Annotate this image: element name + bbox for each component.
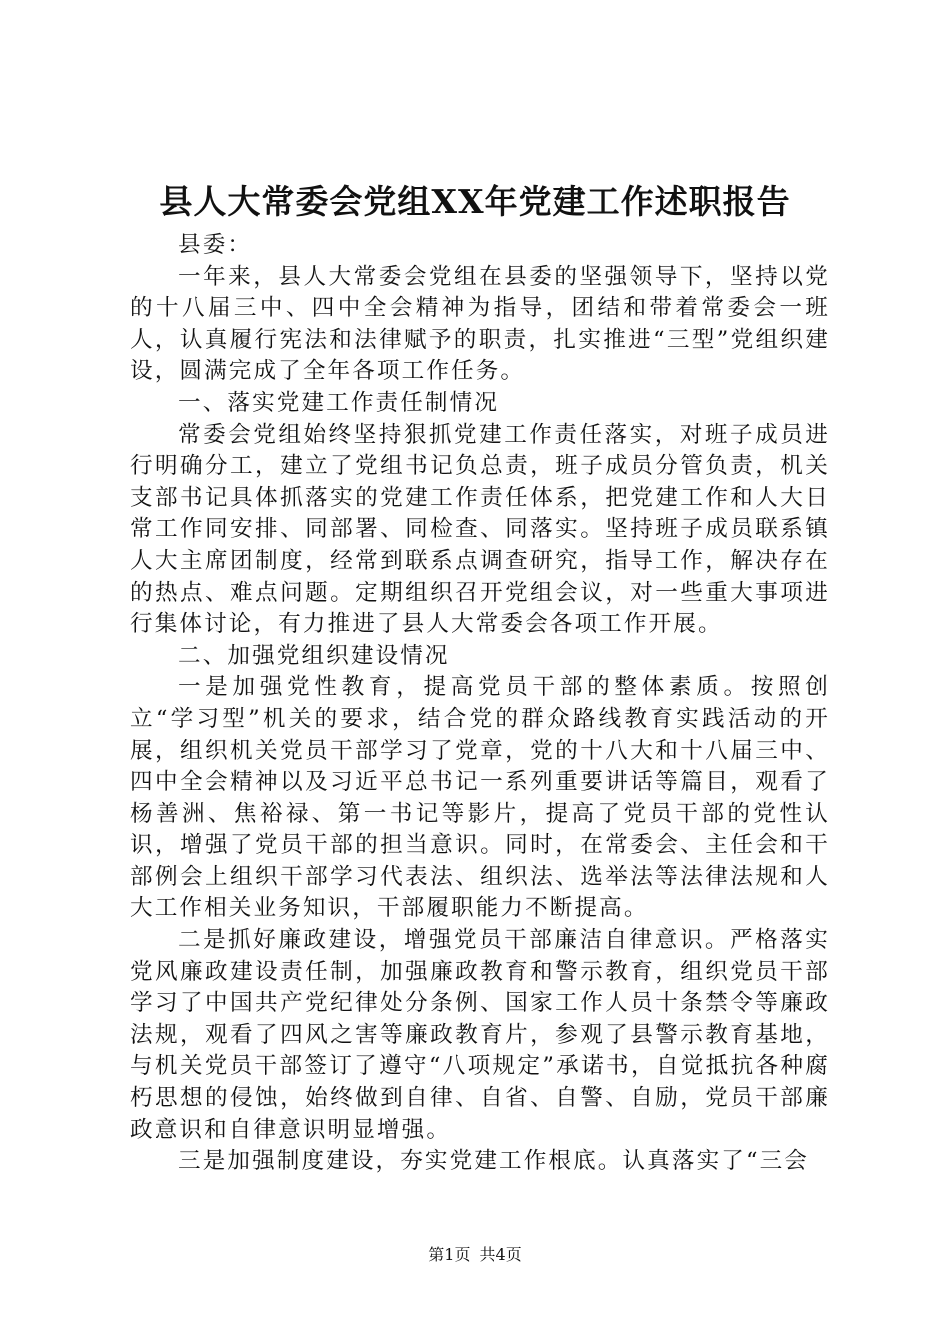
page-footer bbox=[0, 1245, 950, 1265]
section-heading-2: 二、加强党组织建设情况 bbox=[178, 642, 450, 669]
section-2-paragraph-2: 二是抓好廉政建设，增强党员干部廉洁自律意识。严格落实党风廉政建设责任制，加强廉政教育和警示教育，组织党员干部学习了中国共产党纪律处分条例、国家工作人员十条禁令等廉政法规，观看了四风之害等廉政教育片，参观了县警示教育基地，与机关党员干部签订了遵守“八项规定”承诺书，自觉抵抗各种腐朽思想的侵蚀，始终做到自律、自省、自警、自励，党员干部廉政意识和自律意识明显增强。 bbox=[130, 927, 830, 1143]
salutation: 县委： bbox=[178, 232, 253, 258]
section-2-paragraph-1: 一是加强党性教育，提高党员干部的整体素质。按照创立“学习型”机关的要求，结合党的群众路线教育实践活动的开展，组织机关党员干部学习了党章，党的十八大和十八届三中、四中全会精神以及习近平总书记一系列重要讲话等篇目，观看了杨善洲、焦裕禄、第一书记等影片，提高了党员干部的党性认识，增强了党员干部的担当意识。同时，在常委会、主任会和干部例会上组织干部学习代表法、组织法、选举法等法律法规和人大工作相关业务知识，干部履职能力不断提高。 bbox=[130, 674, 830, 922]
page-total: 共4页 bbox=[479, 1245, 522, 1264]
section-1-paragraph: 常委会党组始终坚持狠抓党建工作责任落实，对班子成员进行明确分工，建立了党组书记负总责，班子成员分管负责，机关支部书记具体抓落实的党建工作责任体系，把党建工作和人大日常工作同安排、同部署、同检查、同落实。坚持班子成员联系镇人大主席团制度，经常到联系点调查研究，指导工作，解决存在的热点、难点问题。定期组织召开党组会议，对一些重大事项进行集体讨论，有力推进了县人大常委会各项工作开展。 bbox=[130, 421, 830, 638]
section-heading-1: 一、落实党建工作责任制情况 bbox=[178, 389, 500, 416]
page-number: 第1页 bbox=[428, 1245, 471, 1264]
document-body bbox=[130, 230, 830, 1178]
section-2-paragraph-3: 三是加强制度建设，夯实党建工作根底。认真落实了“三会 bbox=[178, 1148, 809, 1175]
intro-paragraph: 一年来，县人大常委会党组在县委的坚强领导下，坚持以党的十八届三中、四中全会精神为指导，团结和带着常委会一班人，认真履行宪法和法律赋予的职责，扎实推进“三型”党组织建设，圆满完成了全年各项工作任务。 bbox=[130, 263, 830, 385]
document-title: 县人大常委会党组XX年党建工作述职报告 bbox=[159, 182, 791, 221]
